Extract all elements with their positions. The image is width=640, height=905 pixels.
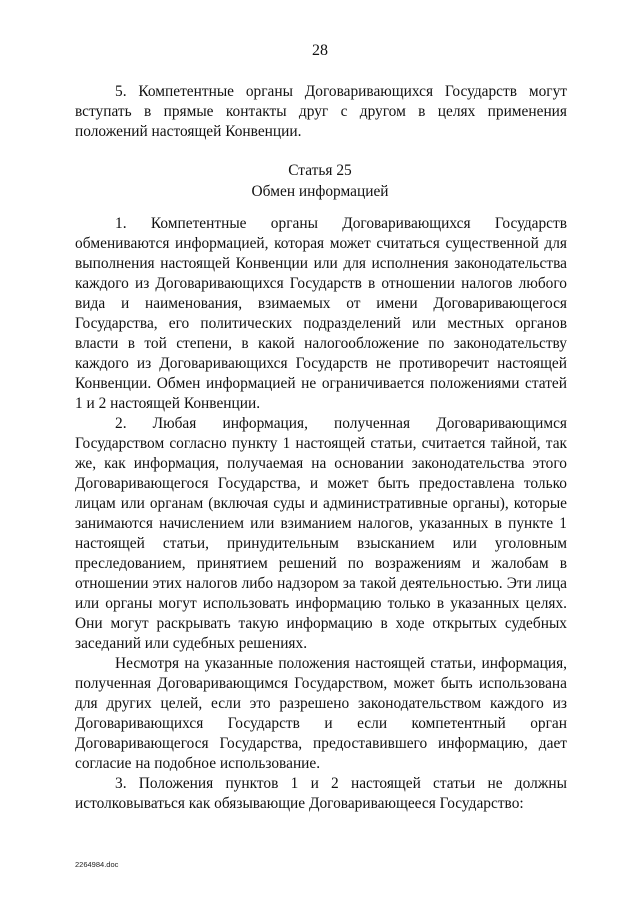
document-footer: 2264984.doc (75, 860, 119, 869)
article-heading (0, 160, 640, 202)
paragraph-2-continued: Несмотря на указанные положения настоящей статьи, информация, полученная Договаривающимся Государством, может быть использована для других целей, если это разрешено законодательством каждого из Договаривающихся Государств и если компетентный орган Договаривающегося Государства, предоставившего информацию, дает согласие на подобное использование. (75, 655, 567, 772)
paragraph-1: 1. Компетентные органы Договаривающихся Государств обмениваются информацией, которая может считаться существенной для выполнения настоящей Конвенции или для исполнения законодательства каждого из Договаривающихся Государств в отношении налогов любого вида и наименования, взимаемых от имени Договаривающегося Государства, его политических подразделений или местных органов власти в той степени, в какой налогообложение по законодательству каждого из Договаривающихся Государств не противоречит настоящей Конвенции. Обмен информацией не ограничивается положениями статей 1 и 2 настоящей Конвенции. (75, 215, 567, 412)
paragraph-2: 2. Любая информация, полученная Договаривающимся Государством согласно пункту 1 настоящей статьи, считается тайной, так же, как информация, получаемая на основании законодательства этого Договаривающегося Государства, и может быть предоставлена только лицам или органам (включая суды и административные органы), которые занимаются начислением или взиманием налогов, указанных в пункте 1 настоящей статьи, принудительным взысканием или уголовным преследованием, принятием решений по возражениям и жалобам в отношении этих налогов либо надзором за такой деятельностью. Эти лица или органы могут использовать информацию только в указанных целях. Они могут раскрывать такую информацию в ходе открытых судебных заседаний или судебных решениях. (75, 415, 567, 652)
article-title: Обмен информацией (251, 183, 389, 200)
article-body (75, 214, 567, 814)
article-number: Статья 25 (288, 162, 352, 179)
intro-paragraph: 5. Компетентные органы Договаривающихся Государств могут вступать в прямые контакты друг с другом в целях применения положений настоящей Конвенции. (75, 83, 567, 140)
intro-section (75, 82, 567, 142)
paragraph-3: 3. Положения пунктов 1 и 2 настоящей статьи не должны истолковываться как обязывающие Договаривающееся Государство: (75, 775, 567, 812)
page-number: 28 (312, 42, 328, 59)
